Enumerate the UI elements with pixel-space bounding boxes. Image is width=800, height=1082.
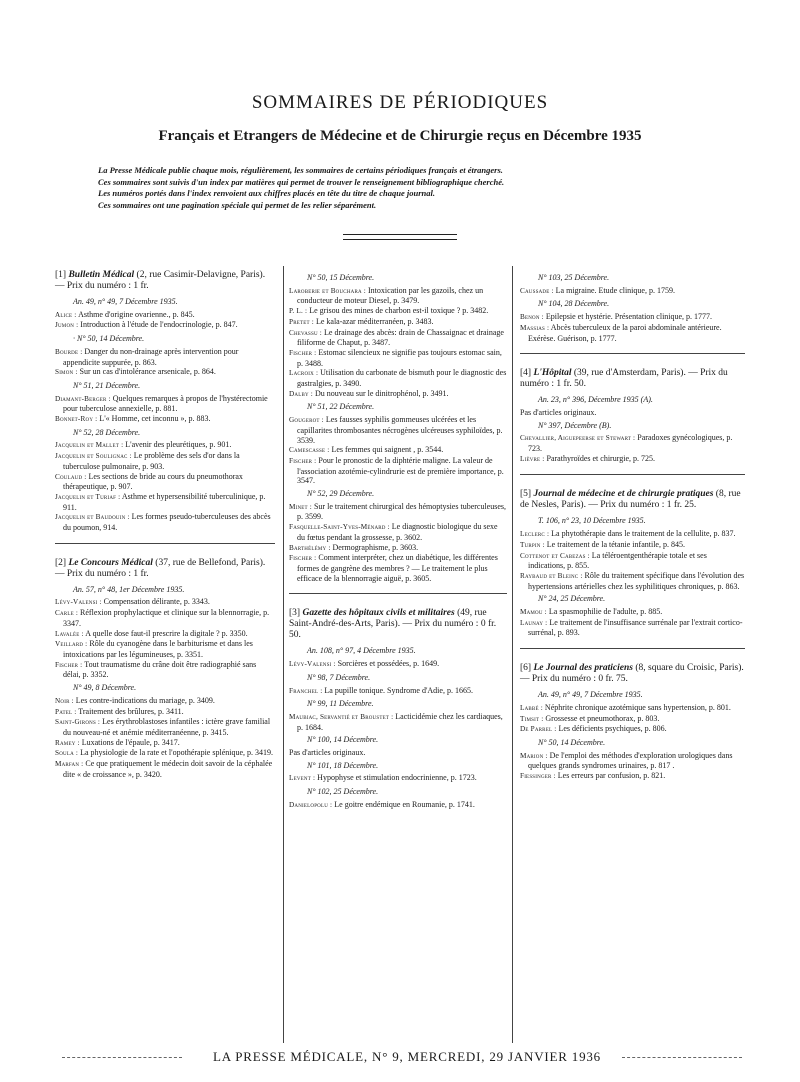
issue-date: N° 99, 11 Décembre. <box>307 699 374 709</box>
issue-date: N° 101, 18 Décembre. <box>307 760 379 770</box>
article-author: Jacquelin et Turiaf : <box>55 492 121 501</box>
column-right <box>520 270 745 782</box>
article-entry <box>289 773 507 784</box>
journal-number: [4] <box>520 368 532 379</box>
article-author: Saint-Girons : <box>55 718 101 727</box>
article-title: Pour le pronostic de la diphtérie maligne. La valeur de l'association azotémie-cylindrurie est de première importance, p. 3547. <box>297 455 504 486</box>
article-author: Jumon : <box>55 321 79 330</box>
article-entry <box>520 540 745 551</box>
journal-details: (39, rue d'Amsterdam, Paris). — Prix du numéro : 1 fr. 50. <box>520 368 728 390</box>
article-entry <box>520 454 745 465</box>
article-title: Les femmes qui saignent , p. 3544. <box>331 445 444 455</box>
article-author: Noir : <box>55 696 74 705</box>
article-title: Asthme et hypersensibilité tuberculinique, p. 911. <box>63 491 266 512</box>
article-entry <box>289 659 507 670</box>
journal-details: (2, rue Casimir-Delavigne, Paris). — Prix du numéro : 1 fr. <box>55 270 266 291</box>
issue-date: N° 98, 7 Décembre. <box>307 672 371 682</box>
article-entry <box>520 751 745 771</box>
article-entry <box>289 456 507 486</box>
article-entry <box>55 629 275 640</box>
article-author: Patel : <box>55 707 77 716</box>
article-title: Comment interpréter, chez un diabétique, les différentes formes de gangrène des membres ? — Le traitement le plus efficace de la blennorragie aiguë, p. 3605. <box>297 553 498 583</box>
article-author: De Parrel : <box>520 725 557 734</box>
article-title: Sorcières et possédées, p. 1649. <box>337 659 440 669</box>
intro-line: Ces sommaires sont suivis d'un index par matières qui permet de trouver le renseignement bibliographique cherché. <box>98 176 505 187</box>
article-author: Minet : <box>289 502 312 511</box>
article-author: Marfan : <box>55 760 84 769</box>
journal-separator <box>289 593 507 594</box>
article-title: Du nouveau sur le dinitrophénol, p. 3491. <box>315 388 449 398</box>
article-entry <box>289 445 507 456</box>
article-title: Le goitre endémique en Roumanie, p. 1741. <box>334 799 475 809</box>
journal-title: Gazette des hôpitaux civils et militaires <box>302 608 455 619</box>
article-title: Réflexion prophylactique et clinique sur la blennorragie, p. 3347. <box>63 608 270 628</box>
article-title: L'avenir des pleurétiques, p. 901. <box>125 440 232 450</box>
article-title: Luxations de l'épaule, p. 3417. <box>81 737 180 747</box>
article-title: Le traitement de la tétanie infantile, p. 845. <box>546 539 685 549</box>
article-author: Cottenot et Cabezas : <box>520 551 590 560</box>
article-author: Camescasse : <box>289 446 330 455</box>
article-title: Rôle du traitement spécifique dans l'évolution des hypertensions artérielles chez les syphilitiques chroniques, p. 863. <box>528 570 745 591</box>
article-title: Les sections de bride au cours du pneumothorax thérapeutique, p. 907. <box>63 471 243 492</box>
article-author: Veillard : <box>55 640 88 649</box>
article-author: Raybaud et Bleinc : <box>520 571 583 580</box>
article-author: Jacquelin et Baudouin : <box>55 513 130 522</box>
article-author: Fischer : <box>289 554 317 563</box>
article-entry <box>289 712 507 732</box>
article-author: Coulaud : <box>55 472 87 481</box>
article-title: Paradoxes gynécologiques, p. 723. <box>528 433 733 454</box>
article-title: Les contre-indications du mariage, p. 3409. <box>75 695 215 705</box>
issue-date: N° 102, 25 Décembre. <box>307 787 379 797</box>
article-title: La spasmophilie de l'adulte, p. 885. <box>548 607 663 617</box>
article-title: Introduction à l'étude de l'endocrinologie, p. 847. <box>80 320 238 330</box>
issue-date: N° 52, 29 Décembre. <box>307 489 375 499</box>
article-entry <box>55 394 275 414</box>
issue-date: N° 104, 28 Décembre. <box>538 299 610 309</box>
journal-heading <box>520 368 745 390</box>
article-author: Fischer : <box>289 348 317 357</box>
article-author: P. L. : <box>289 307 308 316</box>
article-author: Leclerc : <box>520 530 550 539</box>
article-entry <box>289 415 507 445</box>
article-entry <box>55 597 275 608</box>
article-author: Fasquelle-Saint-Yves-Ménard : <box>289 523 390 532</box>
journal-heading <box>289 608 507 641</box>
article-author: Lièvre : <box>520 454 545 463</box>
page-footer <box>62 1049 742 1067</box>
article-author: Barthélémy : <box>289 543 331 552</box>
journal-number: [5] <box>520 489 532 500</box>
article-author: Caussade : <box>520 286 554 295</box>
article-author: Marion : <box>520 751 548 760</box>
double-rule-divider <box>343 234 457 240</box>
article-entry <box>289 348 507 368</box>
article-entry <box>55 472 275 492</box>
article-entry <box>55 310 275 321</box>
page-title: SOMMAIRES DE PÉRIODIQUES <box>251 92 549 113</box>
issue-date: T. 106, n° 23, 10 Décembre 1935. <box>538 516 646 526</box>
journal-heading <box>55 270 275 292</box>
journal-details: (37, rue de Bellefond, Paris). — Prix du numéro : 1 fr. <box>55 557 266 579</box>
article-title: Néphrite chronique azotémique sans hypertension, p. 801. <box>544 702 731 712</box>
article-entry <box>55 696 275 707</box>
journal-title: Le Concours Médical <box>68 557 153 568</box>
article-title: De l'emploi des méthodes d'exploration urologiques dans quelques grands syndromes urinaires, p. 817 . <box>528 750 733 771</box>
intro-line: La Presse Médicale publie chaque mois, régulièrement, les sommaires de certains périodiques français et étrangers. <box>98 165 503 175</box>
article-author: Carle : <box>55 609 79 618</box>
journal-title: Bulletin Médical <box>68 270 135 280</box>
article-entry <box>289 800 507 811</box>
article-author: Simon : <box>55 368 78 377</box>
article-title: Estomac silencieux ne signifie pas toujours estomac sain, p. 3488. <box>297 347 502 368</box>
article-author: Lévy-Valensi : <box>55 598 102 607</box>
article-author: Bonnet-Roy : <box>55 415 98 424</box>
article-author: Mamou : <box>520 608 547 617</box>
article-title: Les erreurs par confusion, p. 821. <box>557 771 666 781</box>
article-entry <box>289 389 507 400</box>
intro-notice <box>98 165 738 211</box>
article-author: Alice : <box>55 310 77 319</box>
article-author: Lacroix : <box>289 369 319 378</box>
article-author: Fischer : <box>289 456 317 465</box>
article-entry <box>289 328 507 348</box>
article-entry <box>520 571 745 591</box>
article-title: Ce que pratiquement le médecin doit savoir de la céphalée dite « de croissance », p. 3420. <box>63 759 273 779</box>
article-author: Benon : <box>520 313 544 322</box>
article-title: Utilisation du carbonate de bismuth pour le diagnostic des gastralgies, p. 3490. <box>297 368 507 389</box>
article-entry <box>55 738 275 749</box>
article-title: Le traitement de l'insuffisance surrénale par l'extrait cortico-surrénal, p. 893. <box>528 617 743 638</box>
journal-title: Journal de médecine et de chirurgie pratiques <box>533 489 714 500</box>
column-left <box>55 270 275 779</box>
article-entry <box>55 451 275 471</box>
article-entry <box>289 522 507 542</box>
issue-date: An. 57, n° 48, 1er Décembre 1935. <box>73 584 185 594</box>
journal-separator <box>55 543 275 544</box>
article-author: Bourde : <box>55 347 83 356</box>
article-entry <box>520 323 745 343</box>
article-title: Hypophyse et stimulation endocrinienne, p. 1723. <box>317 773 477 783</box>
column-divider <box>283 266 284 1043</box>
article-author: Chevassu : <box>289 328 323 337</box>
journal-number: [6] <box>520 663 532 674</box>
article-entry <box>289 317 507 328</box>
journal-details: (8, square du Croisic, Paris). — Prix du numéro : 0 fr. 75. <box>520 663 744 685</box>
article-title: La physiologie de la rate et l'opothérapie splénique, p. 3419. <box>80 748 274 758</box>
issue-date: N° 397, Décembre (B). <box>538 420 612 430</box>
article-title: Lacticidémie chez les cardiaques, p. 1684. <box>297 711 503 732</box>
journal-separator <box>520 648 745 649</box>
article-entry <box>55 492 275 512</box>
column-divider <box>512 266 513 1043</box>
intro-line: Les numéros portés dans l'index renvoient aux chiffres placés en tête du titre de chaque journal. <box>98 188 436 198</box>
issue-note: Pas d'articles originaux. <box>520 407 597 417</box>
article-title: Le diagnostic biologique du sexe du fœtus pendant la grossesse, p. 3602. <box>297 522 498 542</box>
article-title: Abcès tuberculeux de la paroi abdominale antérieure. Exérèse. Guérison, p. 1777. <box>528 322 722 343</box>
article-author: Gougerot : <box>289 416 324 425</box>
article-entry <box>55 748 275 759</box>
footer-dash-right <box>622 1057 742 1058</box>
article-entry <box>520 529 745 540</box>
article-title: Les fausses syphilis gommeuses ulcérées et les capillarites thrombosantes nécrogènes ulcéreuses syphiloïdes, p. 3539. <box>297 415 503 445</box>
article-title: Compensation délirante, p. 3343. <box>103 597 210 607</box>
article-author: Dalby : <box>289 389 313 398</box>
article-author: Laroberie et Bouchara : <box>289 286 367 295</box>
journal-details: (8, rue de Nesles, Paris). — Prix du numéro : 1 fr. 25. <box>520 489 741 511</box>
article-author: Franchel : <box>289 686 323 695</box>
article-author: Soula : <box>55 749 79 758</box>
journal-details: (49, rue Saint-André-des-Arts, Paris). — Prix du numéro : 0 fr. 50. <box>289 608 497 641</box>
journal-number: [2] <box>55 557 67 568</box>
article-author: Jacquelin et Mallet : <box>55 441 124 450</box>
article-title: Les déficients psychiques, p. 806. <box>558 724 667 734</box>
journal-heading <box>55 558 275 580</box>
article-entry <box>520 607 745 618</box>
article-title: La migraine. Etude clinique, p. 1759. <box>555 285 675 295</box>
article-title: Les érythroblastoses infantiles : ictère grave familial du nouveau-né et anémie méditerranéenne, p. 3415. <box>63 717 271 737</box>
issue-date: · N° 50, 14 Décembre. <box>73 334 145 344</box>
article-author: Jacquelin et Soulignac : <box>55 452 132 461</box>
issue-note: Pas d'articles originaux. <box>289 748 366 758</box>
article-entry <box>289 553 507 583</box>
article-title: Danger du non-drainage après intervention pour appendicite suppurée, p. 863. <box>63 346 239 367</box>
article-title: Dermographisme, p. 3603. <box>332 542 419 552</box>
article-title: Le grisou des mines de charbon est-il toxique ? p. 3482. <box>309 306 489 316</box>
article-entry <box>55 347 275 367</box>
article-entry <box>289 502 507 522</box>
issue-date: N° 103, 25 Décembre. <box>538 273 610 282</box>
issue-date: An. 49, n° 49, 7 Décembre 1935. <box>538 690 643 700</box>
issue-date: N° 24, 25 Décembre. <box>538 594 606 604</box>
column-middle <box>289 270 507 811</box>
article-entry <box>520 312 745 323</box>
article-title: La téléroentgenthérapie totale et ses indications, p. 855. <box>528 550 707 571</box>
article-entry <box>55 707 275 718</box>
article-title: Grossesse et pneumothorax, p. 803. <box>545 713 660 723</box>
article-author: Danielopolu : <box>289 800 333 809</box>
article-author: Fischer : <box>55 660 83 669</box>
article-title: Epilepsie et hystérie. Présentation clinique, p. 1777. <box>545 312 713 322</box>
article-author: Levent : <box>289 774 316 783</box>
article-entry <box>520 618 745 638</box>
article-title: Rôle du cyanogène dans le barbiturisme et dans les intoxications par les légumineuses, p. 3351. <box>63 639 253 659</box>
article-entry <box>520 724 745 735</box>
article-title: Traitement des brûlures, p. 3411. <box>78 706 184 716</box>
article-author: Massias : <box>520 323 550 332</box>
footer-dash-left <box>62 1057 182 1058</box>
issue-date: N° 52, 28 Décembre. <box>73 427 141 437</box>
article-entry <box>55 414 275 425</box>
article-entry <box>520 771 745 782</box>
article-entry <box>289 543 507 554</box>
issue-date: N° 100, 14 Décembre. <box>307 735 379 745</box>
article-author: Lavalée : <box>55 629 84 638</box>
article-title: Sur un cas d'intolérance arsenicale, p. 864. <box>79 367 216 377</box>
article-entry <box>520 433 745 453</box>
footer-text: LA PRESSE MÉDICALE, N° 9, MERCREDI, 29 JANVIER 1936 <box>213 1049 601 1064</box>
article-title: Le problème des sels d'or dans la tuberculose pulmonaire, p. 903. <box>63 451 240 471</box>
article-entry <box>520 703 745 714</box>
article-title: Parathyroïdes et chirurgie, p. 725. <box>546 453 656 463</box>
article-entry <box>55 440 275 451</box>
issue-date: N° 50, 15 Décembre. <box>307 273 375 282</box>
article-title: Tout traumatisme du crâne doit être radiographié sans délai, p. 3352. <box>63 659 257 680</box>
issue-date: N° 51, 21 Décembre. <box>73 380 141 390</box>
article-author: Timsit : <box>520 714 544 723</box>
journal-number: [1] <box>55 270 67 280</box>
article-author: Pretet : <box>289 317 314 326</box>
article-entry <box>55 639 275 659</box>
article-entry <box>520 551 745 571</box>
article-author: Ramey : <box>55 738 80 747</box>
article-title: Les formes pseudo-tuberculeuses des abcès du poumon, 914. <box>63 512 271 533</box>
article-author: Diamant-Berger : <box>55 394 111 403</box>
journal-separator <box>520 474 745 475</box>
issue-date: An. 49, n° 49, 7 Décembre 1935. <box>73 297 178 306</box>
article-entry <box>289 286 507 306</box>
issue-date: N° 49, 8 Décembre. <box>73 683 137 693</box>
article-author: Lévy-Valensi : <box>289 660 336 669</box>
journal-heading <box>520 489 745 511</box>
article-author: Labbé : <box>520 703 543 712</box>
article-title: L'« Homme, cet inconnu », p. 883. <box>99 414 211 424</box>
article-title: Asthme d'origine ovarienne., p. 845. <box>78 309 195 319</box>
journal-heading <box>520 663 745 685</box>
journal-title: L'Hôpital <box>533 368 572 379</box>
article-entry <box>289 368 507 388</box>
article-author: Fiessinger : <box>520 772 556 781</box>
issue-date: N° 50, 14 Décembre. <box>538 737 606 747</box>
article-title: Intoxication par les gazoils, chez un conducteur de moteur Diesel, p. 3479. <box>297 285 484 306</box>
intro-line: Ces sommaires ont une pagination spéciale qui permet de les relier séparément. <box>98 199 377 210</box>
article-title: Le drainage des abcès: drain de Chassaignac et drainage filiforme de Chaput, p. 3487. <box>297 327 504 348</box>
issue-date: An. 23, n° 396, Décembre 1935 (A). <box>538 395 653 405</box>
article-entry <box>55 660 275 680</box>
article-title: La pupille tonique. Syndrome d'Adie, p. 1665. <box>324 685 473 695</box>
article-title: Sur le traitement chirurgical des hémoptysies tuberculeuses, p. 3599. <box>297 501 507 522</box>
article-title: A quelle dose faut-il prescrire la digitale ? p. 3350. <box>85 628 248 638</box>
article-title: La phytothérapie dans le traitement de la cellulite, p. 837. <box>551 529 736 539</box>
article-entry <box>520 714 745 725</box>
issue-date: An. 108, n° 97, 4 Décembre 1935. <box>307 646 416 656</box>
article-entry <box>55 759 275 779</box>
journal-separator <box>520 353 745 354</box>
article-entry <box>520 286 745 297</box>
article-entry <box>55 367 275 378</box>
article-author: Maubiac, Servantié et Broustet : <box>289 712 394 721</box>
journal-number: [3] <box>289 608 301 619</box>
journal-title: Le Journal des praticiens <box>533 663 633 674</box>
article-author: Chevallier, Aiguepeerse et Stewart : <box>520 434 636 443</box>
article-entry <box>289 306 507 317</box>
article-entry <box>55 512 275 532</box>
article-entry <box>55 717 275 737</box>
article-author: Turpin : <box>520 540 545 549</box>
article-entry <box>55 320 275 331</box>
article-title: Quelques remarques à propos de l'hystérectomie pour tuberculose annexielle, p. 881. <box>63 393 268 414</box>
article-author: Launay : <box>520 618 548 627</box>
article-entry <box>289 686 507 697</box>
issue-date: N° 51, 22 Décembre. <box>307 402 375 412</box>
article-title: Le kala-azar méditerranéen, p. 3483. <box>315 316 434 326</box>
page-subtitle: Français et Etrangers de Médecine et de Chirurgie reçus en Décembre 1935 <box>158 128 642 144</box>
article-entry <box>55 608 275 628</box>
